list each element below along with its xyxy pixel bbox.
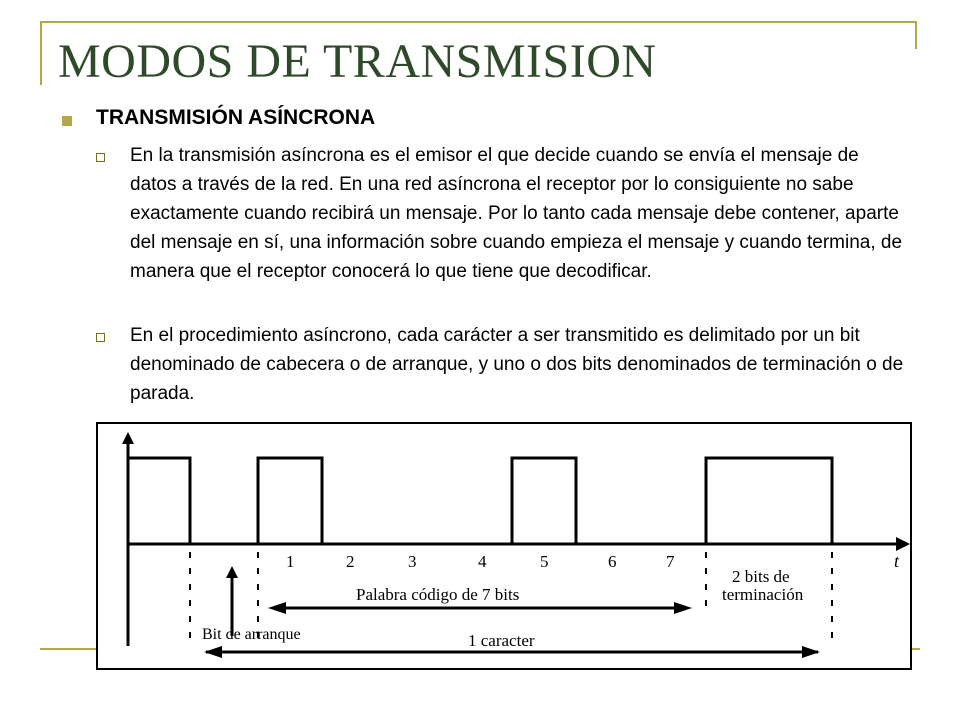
bit-number: 6 xyxy=(608,552,617,571)
arrow-right-icon xyxy=(802,646,820,658)
arrow-right-icon xyxy=(674,602,692,614)
arrow-up-icon xyxy=(226,566,238,578)
signal-pulse xyxy=(512,458,576,544)
arrow-left-icon xyxy=(268,602,286,614)
section-heading: TRANSMISIÓN ASÍNCRONA xyxy=(96,106,376,129)
start-bit-label: Bit de arranque xyxy=(202,626,301,643)
y-axis-arrowhead-icon xyxy=(122,432,134,444)
signal-pulse xyxy=(706,458,832,544)
time-axis-label: t xyxy=(894,551,900,571)
timing-diagram-svg xyxy=(98,424,910,668)
bit-number: 2 xyxy=(346,552,355,571)
frame-left-line xyxy=(40,21,42,85)
bullet-paragraph-2 xyxy=(130,321,910,408)
bit-number: 4 xyxy=(478,552,487,571)
signal-pulse xyxy=(128,458,190,544)
stop-bits-label: 2 bits de xyxy=(732,567,790,586)
hollow-square-bullet-icon xyxy=(96,333,105,342)
arrow-left-icon xyxy=(204,646,222,658)
x-axis-arrowhead-icon xyxy=(896,537,910,551)
bit-number: 5 xyxy=(540,552,549,571)
stop-bits-label: terminación xyxy=(722,585,804,604)
bullet-text-1: En la transmisión asíncrona es el emisor el que decide cuando se envía el mensaje de datos a través de la red. En una red asíncrona el receptor por lo consiguiente no sabe exactamente cuando recibirá un mensaje. Por lo tanto cada mensaje debe contener, aparte del mensaje en sí, una información sobre cuando empieza el mensaje y cuando termina, de manera que el receptor conocerá lo que tiene que decodificar. xyxy=(130,145,903,282)
bullet-text-2: En el procedimiento asíncrono, cada carácter a ser transmitido es delimitado por un bit denominado de cabecera o de arranque, y uno o dos bits denominados de terminación o de parada. xyxy=(130,325,904,404)
signal-pulse xyxy=(258,458,322,544)
bullet-paragraph-1 xyxy=(130,141,910,286)
frame-right-line xyxy=(915,21,917,49)
bit-number: 1 xyxy=(286,552,295,571)
slide-title: MODOS DE TRANSMISION xyxy=(58,35,657,88)
hollow-square-bullet-icon xyxy=(96,153,105,162)
character-label: 1 caracter xyxy=(468,631,535,650)
square-bullet-icon xyxy=(62,116,72,126)
codeword-label: Palabra código de 7 bits xyxy=(356,585,520,604)
async-timing-diagram xyxy=(96,422,912,670)
frame-top-line xyxy=(40,21,917,23)
bit-number: 3 xyxy=(408,552,417,571)
bit-number: 7 xyxy=(666,552,675,571)
